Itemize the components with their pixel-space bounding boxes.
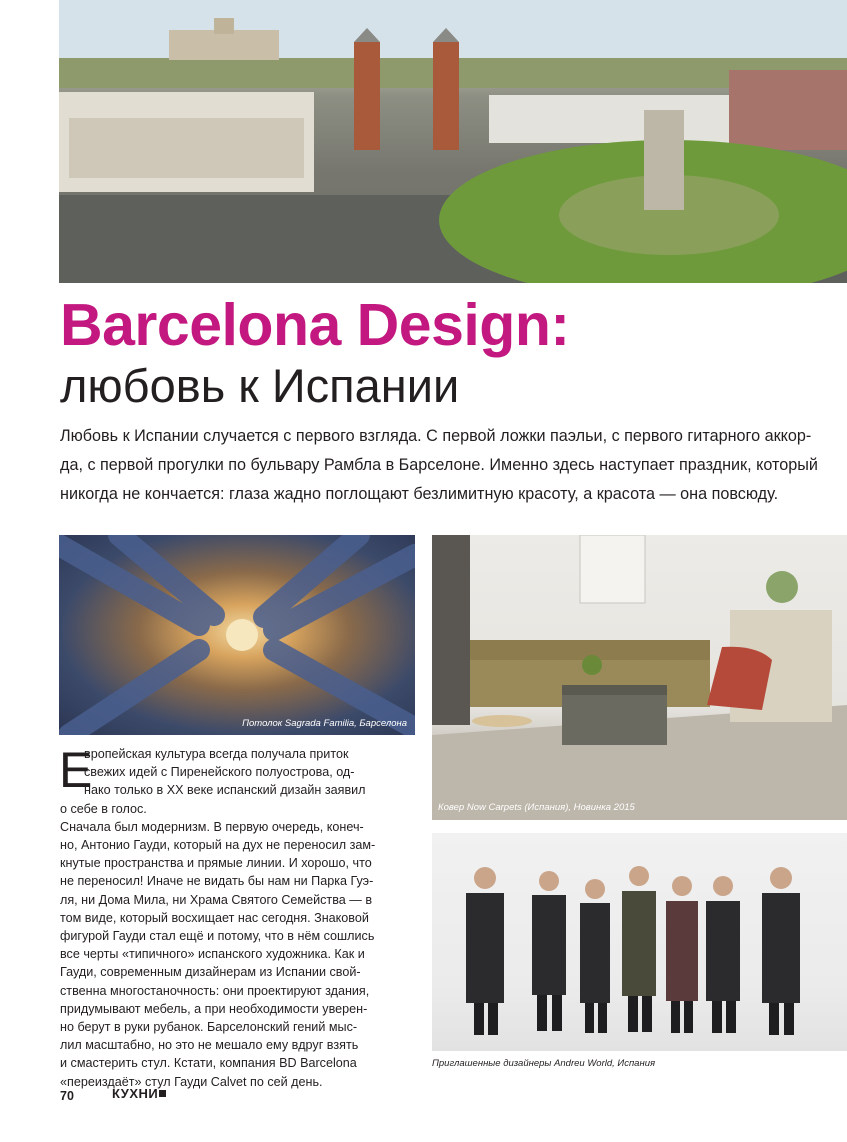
body-line: о себе в голос.	[60, 801, 147, 816]
body-line: свежих идей с Пиренейского полуострова, од-	[84, 765, 355, 780]
group-photo-caption: Приглашенные дизайнеры Andreu World, Испания	[432, 1058, 656, 1069]
hero-illustration	[59, 0, 847, 283]
body-line: но берут в руки рубанок. Барселонский гений мыс-	[60, 1020, 358, 1035]
body-line: не переносил! Иначе не видать бы нам ни Парка Гуэ-	[60, 874, 374, 889]
body-line: Сначала был модернизм. В первую очередь, конеч-	[60, 819, 364, 834]
lead-line: Любовь к Испании случается с первого взгляда. С первой ложки паэльи, с первого гитарного аккор-	[60, 427, 812, 445]
body-line: том виде, который восхищает нас сегодня. Знаковой	[60, 910, 369, 925]
body-text	[59, 742, 416, 1091]
body-line: «переиздаёт» стул Гауди Calvet по сей день.	[60, 1074, 323, 1089]
body-line: все черты «типичного» испанского художника. Как и	[60, 947, 365, 962]
body-line: ственна многостаночность: они проектируют здания,	[60, 983, 370, 998]
interior-photo-caption: Ковер Now Carpets (Испания), Новинка 2015	[438, 802, 635, 813]
lead-line: никогда не кончается: глаза жадно поглощают безлимитную красоту, а красота — она повсюду.	[60, 485, 779, 503]
body-line: придумывают мебель, а при необходимости уверен-	[60, 1001, 368, 1016]
drop-cap: Е	[59, 742, 93, 798]
page-number: 70	[60, 1089, 74, 1103]
body-line: и смастерить стул. Кстати, компания BD Barcelona	[60, 1056, 357, 1071]
ceiling-illustration	[59, 535, 415, 735]
lead-line: да, с первой прогулки по бульвару Рамбла в Барселоне. Именно здесь наступает праздник, который	[60, 456, 818, 474]
interior-carpet-photo	[432, 535, 847, 820]
logo-square-icon	[159, 1090, 166, 1097]
lead-paragraph	[60, 422, 818, 509]
body-line: кнутые пространства и прямые линии. И хорошо, что	[60, 856, 372, 871]
group-illustration	[432, 833, 847, 1051]
interior-illustration	[432, 535, 847, 820]
body-line: вропейская культура всегда получала приток	[84, 747, 349, 761]
ceiling-photo-caption: Потолок Sagrada Familia, Барселона	[242, 718, 407, 729]
hero-photo-placa-espanya	[59, 0, 847, 283]
body-line: фигурой Гауди стал ещё и потому, что в нём сошлись	[60, 929, 375, 944]
sagrada-familia-ceiling-photo	[59, 535, 415, 735]
body-line: лил масштабно, но это не мешало ему вдруг взять	[60, 1038, 359, 1053]
article-title: Barcelona Design:	[60, 292, 570, 358]
magazine-logo	[112, 1086, 166, 1101]
body-line: нако только в XX веке испанский дизайн заявил	[84, 783, 366, 798]
magazine-logo-text: КУХНИ	[112, 1086, 159, 1101]
body-line: ля, ни Дома Мила, ни Храма Святого Семейства — в	[60, 892, 373, 907]
body-line: но, Антонио Гауди, который на дух не переносил зам-	[60, 838, 376, 853]
body-line: Гауди, современным дизайнерам из Испании свой-	[60, 965, 361, 980]
article-subtitle: любовь к Испании	[60, 359, 460, 412]
designers-group-photo	[432, 833, 847, 1051]
